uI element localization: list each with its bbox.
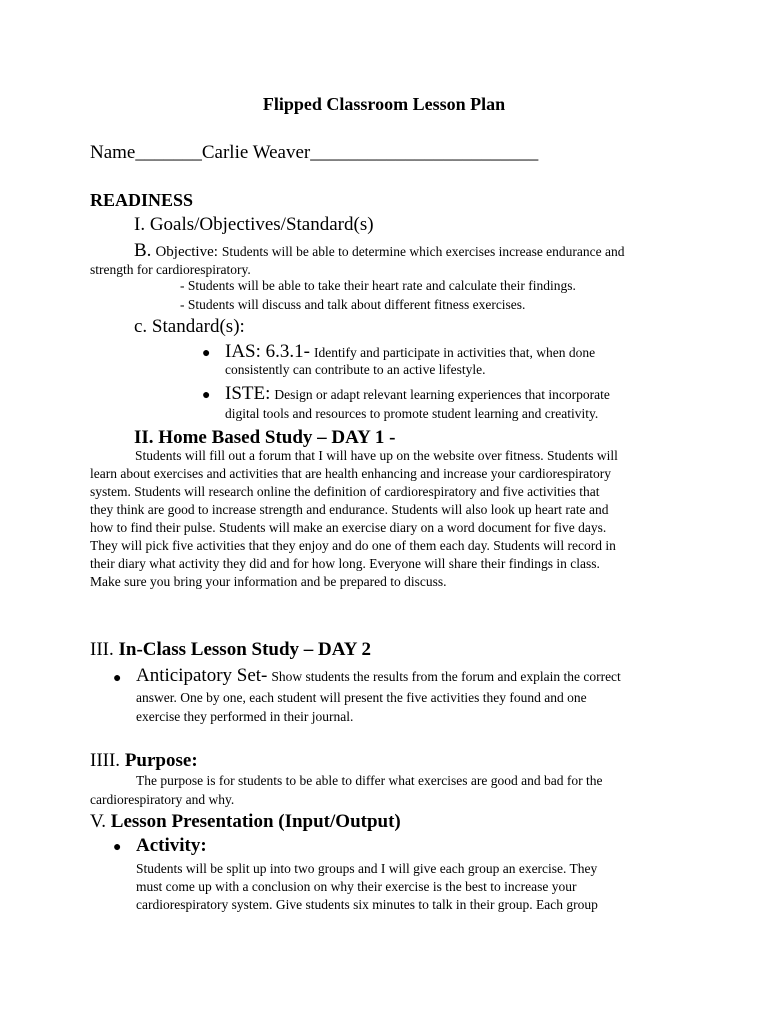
in-class-prefix: III. <box>90 639 114 660</box>
body-line: they think are good to increase strength and endurance. Students will also look up heart rate and <box>90 502 609 517</box>
anticipatory-text-3: exercise they performed in their journal. <box>136 709 354 724</box>
body-line: Make sure you bring your information and be prepared to discuss. <box>90 574 447 589</box>
in-class-title: In-Class Lesson Study – DAY 2 <box>118 639 372 660</box>
anticipatory-text-2: answer. One by one, each student will present the five activities they found and one <box>136 690 587 705</box>
standards-heading: c. Standard(s): <box>134 316 245 337</box>
ias-text-cont: consistently can contribute to an active lifestyle. <box>225 362 486 377</box>
objective-label: Objective: <box>155 244 218 260</box>
body-line: Students will fill out a forum that I will have up on the website over fitness. Students will <box>135 448 618 463</box>
objective-text: Students will be able to determine which exercises increase endurance and <box>221 244 625 259</box>
objective-sub-2: - Students will discuss and talk about different fitness exercises. <box>180 297 526 312</box>
bullet-icon: ● <box>202 388 211 403</box>
purpose-prefix: IIII. <box>90 750 121 771</box>
presentation-prefix: V. <box>90 811 107 832</box>
objective-line <box>134 240 625 262</box>
readiness-heading: READINESS <box>90 190 194 210</box>
body-line: learn about exercises and activities that are health enhancing and increase your cardiorespiratory <box>90 466 612 481</box>
anticipatory-text: Show students the results from the forum and explain the correct <box>271 669 621 684</box>
ias-line <box>225 341 595 363</box>
home-study-body <box>90 447 618 591</box>
objective-letter: B. <box>134 240 152 261</box>
presentation-title: Lesson Presentation (Input/Output) <box>110 811 401 832</box>
objective-text-cont: strength for cardiorespiratory. <box>90 262 251 277</box>
body-line: how to find their pulse. Students will make an exercise diary on a word document for five days. <box>90 520 607 535</box>
iste-text-cont: digital tools and resources to promote student learning and creativity. <box>225 406 599 421</box>
body-line: their diary what activity they did and for how long. Everyone will share their findings in class. <box>90 556 600 571</box>
body-line: system. Students will research online the definition of cardiorespiratory and five activities that <box>90 484 600 499</box>
ias-text: Identify and participate in activities that, when done <box>313 345 596 360</box>
activity-label: Activity: <box>136 835 207 856</box>
iste-text: Design or adapt relevant learning experiences that incorporate <box>274 387 610 402</box>
home-study-heading: II. Home Based Study – DAY 1 - <box>134 427 396 448</box>
anticipatory-line <box>136 665 621 687</box>
purpose-heading <box>90 750 198 772</box>
bullet-icon: ● <box>113 671 122 686</box>
body-line: cardiorespiratory system. Give students six minutes to talk in their group. Each group <box>136 897 598 912</box>
iste-label: ISTE: <box>225 383 271 404</box>
iste-line <box>225 383 610 405</box>
ias-label: IAS: 6.3.1- <box>225 341 310 362</box>
goals-heading: I. Goals/Objectives/Standard(s) <box>134 214 374 235</box>
purpose-text-1: The purpose is for students to be able to differ what exercises are good and bad for the <box>136 773 603 788</box>
document-title: Flipped Classroom Lesson Plan <box>262 94 506 114</box>
presentation-heading <box>90 811 401 833</box>
purpose-text-2: cardiorespiratory and why. <box>90 792 235 807</box>
body-line: They will pick five activities that they enjoy and do one of them each day. Students will record in <box>90 538 616 553</box>
activity-body <box>136 860 598 914</box>
body-line: Students will be split up into two groups and I will give each group an exercise. They <box>136 861 598 876</box>
body-line: must come up with a conclusion on why their exercise is the best to increase your <box>136 879 577 894</box>
purpose-title: Purpose: <box>124 750 198 771</box>
in-class-heading <box>90 639 371 661</box>
name-line: Name_______Carlie Weaver________________________ <box>90 142 539 163</box>
bullet-icon: ● <box>113 840 122 855</box>
bullet-icon: ● <box>202 346 211 361</box>
objective-sub-1: - Students will be able to take their heart rate and calculate their findings. <box>180 278 576 293</box>
anticipatory-label: Anticipatory Set- <box>136 665 268 686</box>
